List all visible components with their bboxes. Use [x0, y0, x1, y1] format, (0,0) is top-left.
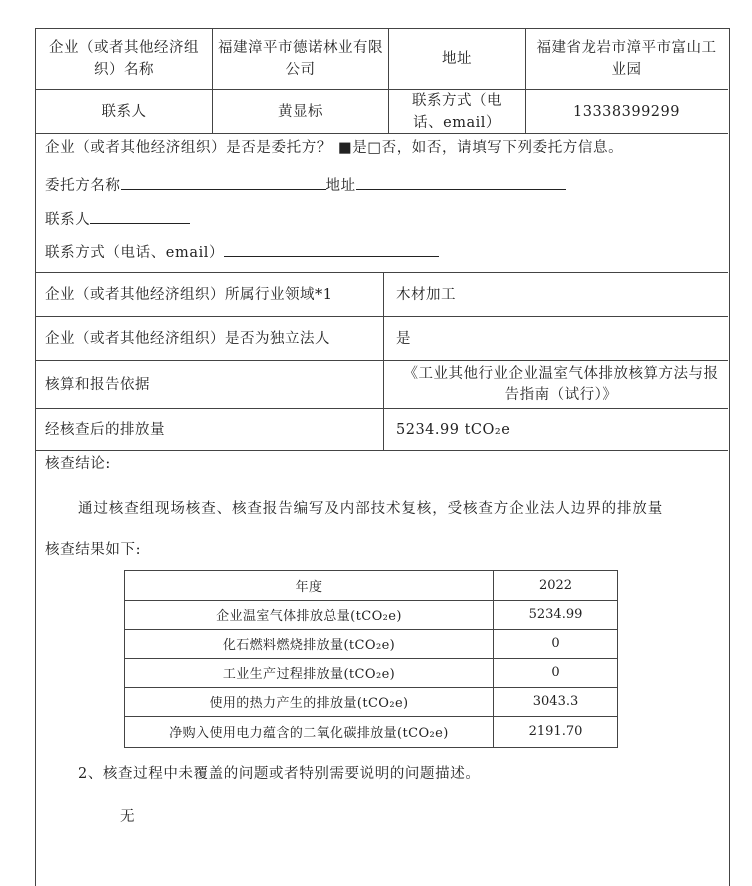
table-row: [125, 600, 617, 629]
entrusted-contact-line: 联系人: [45, 209, 190, 231]
legal-person-label: 企业（或者其他经济组织）是否为独立法人: [45, 330, 330, 347]
table-row: [125, 658, 617, 687]
col-divider: [383, 272, 384, 450]
table-row: [125, 716, 617, 747]
table-row-value: 2191.70: [528, 724, 583, 739]
item2-answer: 无: [120, 809, 136, 825]
conclusion-paragraph-line2: 核查结果如下:: [45, 542, 142, 558]
table-row-value: 0: [551, 665, 560, 680]
contact-value: 黄显标: [278, 103, 323, 120]
basis-value: 《工业其他行业企业温室气体排放核算方法与报告指南（试行）》: [403, 365, 719, 403]
no-checkbox-mark: □否，如否，请填写下列委托方信息。: [367, 140, 624, 156]
phone-value: 13338399299: [573, 103, 680, 120]
company-name-value: 福建漳平市德诺林业有限公司: [218, 40, 383, 78]
conclusion-paragraph-line1: 通过核查组现场核查、核查报告编写及内部技术复核，受核查方企业法人边界的排放量: [78, 501, 664, 517]
row-divider: [35, 450, 728, 451]
table-row: [125, 687, 617, 716]
conclusion-title: 核查结论:: [45, 456, 111, 472]
table-row-label: 使用的热力产生的排放量(tCO₂e): [209, 696, 409, 711]
company-name-label: 企业（或者其他经济组织）名称: [49, 40, 199, 78]
table-row-label: 化石燃料燃烧排放量(tCO₂e): [222, 638, 396, 653]
entrusted-contact-blank: [90, 209, 190, 224]
emission-value: 5234.99 tCO₂e: [396, 421, 511, 438]
item2-description: 2、核查过程中未覆盖的问题或者特别需要说明的问题描述。: [78, 766, 481, 782]
table-row-value: 0: [551, 636, 560, 651]
table-row: [125, 629, 617, 658]
yes-checkbox-mark: ■是: [337, 140, 368, 156]
entrusted-phone-blank: [224, 242, 439, 257]
entrusted-name-blank: [121, 175, 326, 190]
basis-label: 核算和报告依据: [45, 376, 150, 393]
row-divider: [35, 133, 728, 134]
legal-person-value: 是: [396, 330, 411, 347]
table-row-label: 企业温室气体排放总量(tCO₂e): [216, 609, 402, 624]
table-row-label: 工业生产过程排放量(tCO₂e): [222, 667, 396, 682]
table-row-value: 5234.99: [528, 607, 583, 622]
entrusted-address-blank: [356, 175, 566, 190]
table-header-year-value: 2022: [538, 578, 573, 593]
table-row-label: 净购入使用电力蕴含的二氧化碳排放量(tCO₂e): [169, 726, 449, 741]
address-label: 地址: [442, 51, 472, 67]
table-header-year-label: 年度: [295, 580, 323, 595]
table-row-value: 3043.3: [532, 694, 579, 709]
entrusted-question: 企业（或者其他经济组织）是否是委托方？ ■是□否，如否，请填写下列委托方信息。: [45, 140, 624, 156]
emission-label: 经核查后的排放量: [45, 421, 165, 438]
address-value: 福建省龙岩市漳平市富山工业园: [536, 40, 717, 78]
table-header-row: [125, 571, 617, 600]
phone-label: 联系方式（电话、email）: [412, 92, 502, 131]
industry-label: 企业（或者其他经济组织）所属行业领域*1: [45, 286, 333, 303]
industry-value: 木材加工: [396, 286, 456, 303]
entrusted-name-line: 委托方名称 地址: [45, 175, 566, 197]
contact-label: 联系人: [101, 103, 147, 120]
entrusted-phone-line: 联系方式（电话、email）: [45, 242, 439, 264]
emissions-table: [124, 570, 618, 748]
